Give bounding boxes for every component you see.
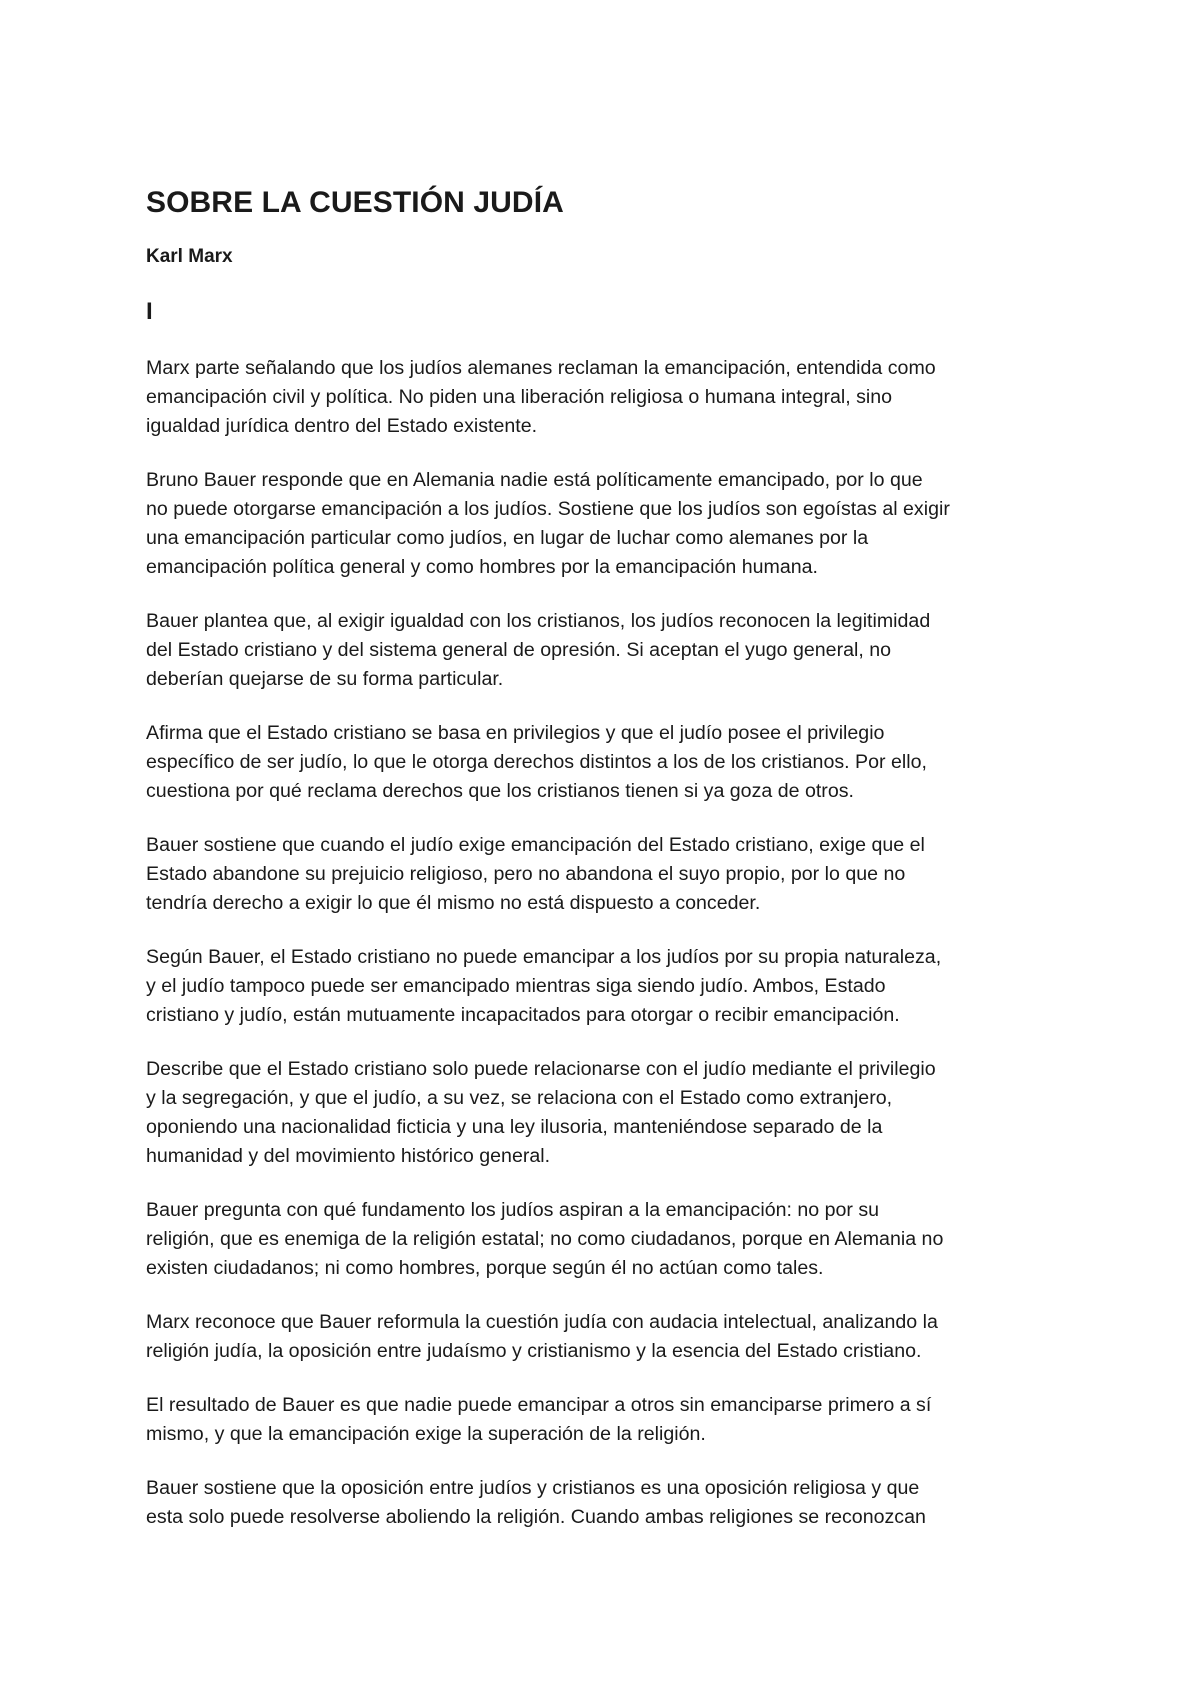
text-line: humanidad y del movimiento histórico general. [146, 1145, 551, 1167]
paragraph [146, 1474, 1076, 1532]
text-line: tendría derecho a exigir lo que él mismo no está dispuesto a conceder. [146, 892, 761, 914]
text-line: mismo, y que la emancipación exige la superación de la religión. [146, 1423, 706, 1445]
text-line: Bauer sostiene que la oposición entre judíos y cristianos es una oposición religiosa y que [146, 1477, 920, 1499]
paragraph [146, 1055, 1076, 1171]
text-line: emancipación política general y como hombres por la emancipación humana. [146, 556, 819, 578]
document-author: Karl Marx [146, 246, 233, 267]
paragraph [146, 831, 1076, 918]
text-line: existen ciudadanos; ni como hombres, porque según él no actúan como tales. [146, 1257, 824, 1279]
text-line: Bauer pregunta con qué fundamento los judíos aspiran a la emancipación: no por su [146, 1199, 880, 1221]
text-line: específico de ser judío, lo que le otorga derechos distintos a los de los cristianos. Por ello, [146, 751, 927, 773]
text-line: deberían quejarse de su forma particular. [146, 668, 504, 690]
paragraph [146, 354, 1076, 441]
text-line: religión, que es enemiga de la religión estatal; no como ciudadanos, porque en Alemania no [146, 1228, 944, 1250]
paragraph [146, 1308, 1076, 1366]
paragraph [146, 719, 1076, 806]
text-line: una emancipación particular como judíos, en lugar de luchar como alemanes por la [146, 527, 869, 549]
paragraph [146, 607, 1076, 694]
text-line: Bauer sostiene que cuando el judío exige emancipación del Estado cristiano, exige que el [146, 834, 925, 856]
text-line: Estado abandone su prejuicio religioso, pero no abandona el suyo propio, por lo que no [146, 863, 906, 885]
text-line: y la segregación, y que el judío, a su vez, se relaciona con el Estado como extranjero, [146, 1087, 893, 1109]
text-line: esta solo puede resolverse aboliendo la religión. Cuando ambas religiones se reconozcan [146, 1506, 926, 1528]
text-line: cristiano y judío, están mutuamente incapacitados para otorgar o recibir emancipación. [146, 1004, 900, 1026]
document-title: SOBRE LA CUESTIÓN JUDÍA [146, 186, 564, 219]
text-line: Describe que el Estado cristiano solo puede relacionarse con el judío mediante el privilegio [146, 1058, 936, 1080]
text-line: emancipación civil y política. No piden una liberación religiosa o humana integral, sino [146, 386, 893, 408]
paragraph [146, 1391, 1076, 1449]
text-line: religión judía, la oposición entre judaísmo y cristianismo y la esencia del Estado cristiano. [146, 1340, 922, 1362]
text-line: cuestiona por qué reclama derechos que los cristianos tienen si ya goza de otros. [146, 780, 854, 802]
text-line: Según Bauer, el Estado cristiano no puede emancipar a los judíos por su propia naturaleza, [146, 946, 942, 968]
text-line: y el judío tampoco puede ser emancipado mientras siga siendo judío. Ambos, Estado [146, 975, 886, 997]
paragraph [146, 1196, 1076, 1283]
section-heading: I [146, 298, 153, 325]
text-line: El resultado de Bauer es que nadie puede emancipar a otros sin emanciparse primero a sí [146, 1394, 932, 1416]
text-line: igualdad jurídica dentro del Estado existente. [146, 415, 538, 437]
text-line: no puede otorgarse emancipación a los judíos. Sostiene que los judíos son egoístas al exigir [146, 498, 950, 520]
document-body [146, 181, 1076, 1557]
text-line: Marx reconoce que Bauer reformula la cuestión judía con audacia intelectual, analizando la [146, 1311, 938, 1333]
text-line: Bruno Bauer responde que en Alemania nadie está políticamente emancipado, por lo que [146, 469, 923, 491]
paragraph [146, 466, 1076, 582]
text-line: del Estado cristiano y del sistema general de opresión. Si aceptan el yugo general, no [146, 639, 892, 661]
text-line: oponiendo una nacionalidad ficticia y una ley ilusoria, manteniéndose separado de la [146, 1116, 883, 1138]
text-line: Marx parte señalando que los judíos alemanes reclaman la emancipación, entendida como [146, 357, 936, 379]
text-line: Bauer plantea que, al exigir igualdad con los cristianos, los judíos reconocen la legitimidad [146, 610, 931, 632]
paragraph [146, 943, 1076, 1030]
text-line: Afirma que el Estado cristiano se basa en privilegios y que el judío posee el privilegio [146, 722, 885, 744]
